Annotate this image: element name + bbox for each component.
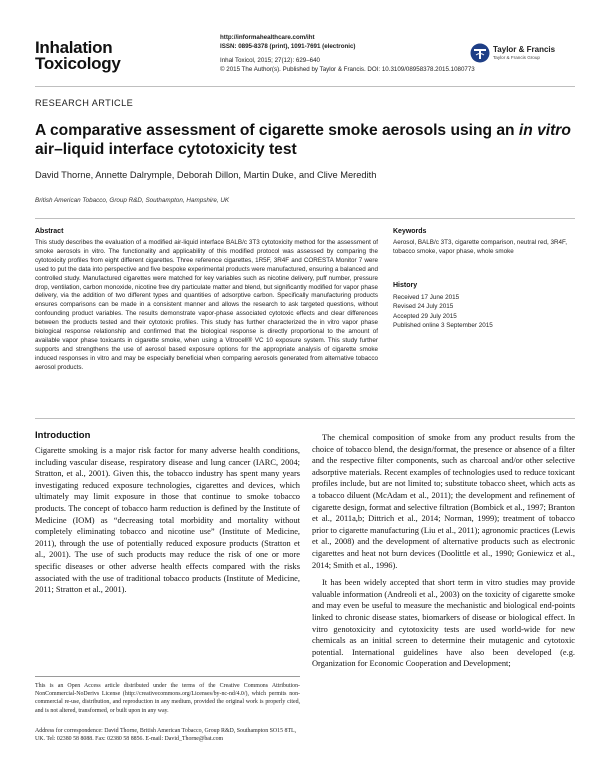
title-italic: in vitro (518, 122, 571, 139)
history-accepted: Accepted 29 July 2015 (393, 312, 457, 320)
introduction-right-column (312, 432, 575, 670)
title-divider (35, 218, 575, 219)
license-note: This is an Open Access article distributed under the terms of the Creative Commons Attribution-NonCommercial-NoDerivs License (http://creativecommons.org/Licenses/by-nc-nd/4.0/), which permits non-commercial re-use, distribution, and reproduction in any medium, provided the original work is properly cited, and is not altered, transformed, or built upon in any way. (35, 683, 300, 714)
publisher-name: Taylor & Francis (493, 45, 556, 54)
journal-url[interactable]: http://informahealthcare.com/iht (220, 34, 315, 41)
abstract-heading: Abstract (35, 228, 64, 235)
affiliation: British American Tobacco, Group R&D, Southampton, Hampshire, UK (35, 197, 230, 204)
introduction-heading: Introduction (35, 430, 91, 441)
correspondence-note: Address for correspondence: David Thorne, British American Tobacco, Group R&D, Southampton SO15 8TL, UK. Tel: 02380 58 8088. Fax: 02380 58 8856. E-mail: David_Thorne@bat.com (35, 728, 297, 743)
journal-name-line2: Toxicology (35, 54, 121, 73)
publication-info (220, 33, 475, 74)
keywords-heading: Keywords (393, 228, 427, 235)
title-part-2: air–liquid interface cytotoxicity test (35, 141, 297, 158)
intro-paragraph-2: The chemical composition of smoke from any product results from the choice of tobacco blend, the design/format, the presence or absence of a filter and the respective filter components, such as charcoal and/or other selective adsorptive materials. Recent examples of technologies used to reduce toxicant profiles include, but are not limited to; substitute tobacco sheet, which acts as a tobacco diluent (McAdam et al., 2011); the development and refinement of cigarette design, format and selective filtration (Bombick et al., 1997; Branton et al., 2011a,b; Dittrich et al., 2014; Norman, 1999); treatment of tobacco prior to cigarette manufacturing (Liu et al., 2011); agronomic practices (Lewis et al., 2008) and the development of alternative products such as electronic cigarettes and heat not burn devices (Doolittle et al., 1990; Goniewicz et al., 2014; Smith et al., 1996). (312, 433, 575, 570)
history-received: Received 17 June 2015 (393, 294, 460, 301)
header-divider (35, 86, 575, 87)
intro-paragraph-1: Cigarette smoking is a major risk factor for many adverse health conditions, including vascular disease, respiratory disease and lung cancer (IARC, 2004; Stratton, et al., 2001). Given this, the tobacco industry has spent many years investigating reduced exposure technologies, cigarettes and devices, which ultimately may limit exposure in those that continue to smoke tobacco products. The concept of tobacco harm reduction is defined by the Institute of Medicine (IOM) as “decreasing total morbidity and mortality without completely eliminating tobacco and nicotine use” (Institute of Medicine, 2011), through the use of potentially reduced exposure products (Stratton et al., 2001). The use of such products may reduce the risk of one or more specific diseases or other adverse health effects compared with the risks associated with the use of traditional tobacco products (Institute of Medicine, 2011; Stratton et al., 2001). (35, 446, 300, 595)
history-revised: Revised 24 July 2015 (393, 303, 454, 311)
history-heading: History (393, 282, 418, 289)
abstract-text: This study describes the evaluation of a modified air-liquid interface BALB/c 3T3 cytotoxicity method for the assessment of smoke aerosols in vitro. The functionality and applicability of this modified protocol was assessed by comparing the cytotoxicity profiles from eight different cigarettes. Three reference cigarettes, 1R5F, 3R4F and CORESTA Monitor 7 were used to put the data into perspective and five bespoke experimental products were manufactured, ensuring a balanced and controlled study. Manufactured cigarettes were matched for key variables such as nicotine delivery, puff number, pressure drop, ventilation, carbon monoxide, nicotine free dry particulate matter and blend, but significantly modified for vapor phase delivery, via the addition of two different types and quantities of adsorptive carbon. Specifically manufacturing products ensures comparisons can be made in a consistent manner and allows the research to ask targeted questions, without confounding product variables. The results demonstrate vapor-phase associated cytotoxic effects and clear differences between the products tested and their cytotoxic profiles. This study has further characterized the in vitro vapor phase biological response relationship and confirmed that the biological response is directly proportional to the amount of available vapor phase toxicants in cigarette smoke, when using a Vitrocell® VC 10 exposure system. This study further supports and strengthens the use of aerosol based exposure options for the appropriate analysis of cigarette smoke induced responses in vitro and may be especially beneficial when comparing aerosols generated from alternative tobacco aerosol products. (35, 239, 378, 371)
article-title (35, 121, 575, 159)
title-part-1: A comparative assessment of cigarette smoke aerosols using an (35, 122, 519, 139)
copyright: © 2015 The Author(s). Published by Taylor & Francis. DOI: 10.3109/08958378.2015.1080773 (220, 66, 475, 73)
taylor-francis-logo (470, 43, 575, 65)
journal-name-line1: Inhalation (35, 38, 113, 57)
author-list: David Thorne, Annette Dalrymple, Deborah Dillon, Martin Duke, and Clive Meredith (35, 170, 377, 180)
history-list (393, 293, 493, 331)
publisher-group: Taylor & Francis Group (493, 55, 540, 60)
issn: ISSN: 0895-8378 (print), 1091-7691 (electronic) (220, 43, 356, 50)
citation: Inhal Toxicol, 2015; 27(12): 629–640 (220, 57, 320, 64)
keywords-text: Aerosol, BALB/c 3T3, cigarette comparison, neutral red, 3R4F, tobacco smoke, vapor phase, whole smoke (393, 239, 567, 255)
article-type: RESEARCH ARTICLE (35, 98, 134, 108)
abstract-divider (35, 418, 575, 419)
journal-logo (35, 40, 120, 72)
publisher-logo-icon (470, 43, 490, 63)
footnote-divider (35, 676, 300, 677)
intro-paragraph-3: It has been widely accepted that short term in vitro studies may provide valuable information (Andreoli et al., 2003) on the toxicity of cigarette smoke and may even be useful to measure the mechanistic and biological end-points linked to chronic disease states, biomarkers of disease or biological effect. In vitro genotoxicity and cytotoxicity tests are used world-wide for new chemicals as an initial screen to determine their mutagenic and cytotoxic potential. International guidelines have also been developed (e.g. Organization for Economic Cooperation and Development; (312, 578, 575, 669)
history-published: Published online 3 September 2015 (393, 322, 493, 330)
introduction-left-column (35, 445, 300, 596)
